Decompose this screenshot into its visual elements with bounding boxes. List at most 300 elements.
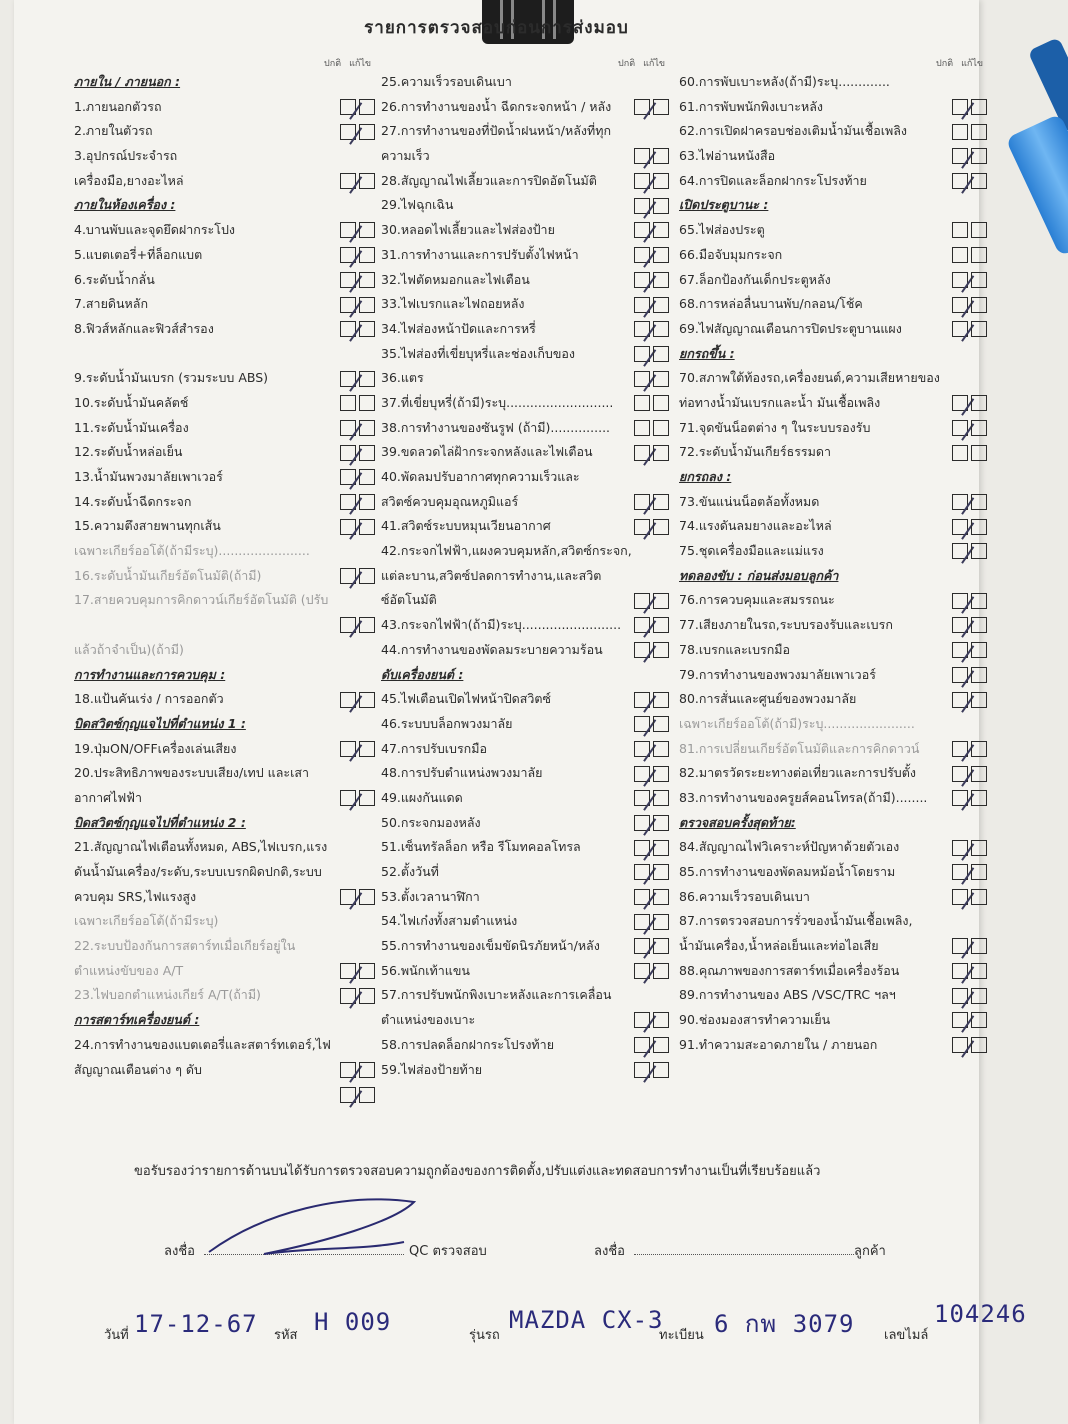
normal-checkbox[interactable] bbox=[952, 124, 968, 140]
normal-checkbox[interactable] bbox=[952, 272, 968, 288]
normal-checkbox[interactable] bbox=[340, 371, 356, 387]
fix-checkbox[interactable] bbox=[971, 543, 987, 559]
fix-checkbox[interactable] bbox=[359, 272, 375, 288]
normal-checkbox[interactable] bbox=[634, 198, 650, 214]
normal-checkbox[interactable] bbox=[634, 692, 650, 708]
fix-checkbox[interactable] bbox=[971, 963, 987, 979]
checklist-item-label: บิดสวิตซ์กุญแจไปที่ตำแหน่ง 2 : bbox=[74, 814, 246, 830]
checklist-item bbox=[679, 95, 991, 120]
checklist-item-label: 35.ไฟส่องที่เขี่ยบุหรี่และช่องเก็บของ bbox=[381, 345, 575, 361]
normal-checkbox[interactable] bbox=[340, 420, 356, 436]
fix-checkbox[interactable] bbox=[653, 716, 669, 732]
normal-checkbox[interactable] bbox=[340, 321, 356, 337]
fix-checkbox[interactable] bbox=[653, 938, 669, 954]
normal-checkbox[interactable] bbox=[634, 272, 650, 288]
fix-checkbox[interactable] bbox=[971, 395, 987, 411]
normal-checkbox[interactable] bbox=[634, 346, 650, 362]
fix-checkbox[interactable] bbox=[359, 222, 375, 238]
normal-checkbox[interactable] bbox=[952, 321, 968, 337]
fix-checkbox[interactable] bbox=[653, 692, 669, 708]
fix-checkbox[interactable] bbox=[653, 963, 669, 979]
checklist-item bbox=[74, 119, 379, 144]
sign-label-customer: ลงชื่อ bbox=[594, 1244, 625, 1259]
checklist-item bbox=[381, 860, 673, 885]
normal-checkbox[interactable] bbox=[952, 938, 968, 954]
checklist-item-label: 39.ขดลวดไล่ฝ้ากระจกหลังและไฟเตือน bbox=[381, 444, 593, 460]
normal-checkbox[interactable] bbox=[340, 494, 356, 510]
checklist-item-label: 26.การทำงานของน้ำ ฉีดกระจกหน้า / หลัง bbox=[381, 98, 612, 114]
normal-checkbox[interactable] bbox=[952, 395, 968, 411]
normal-checkbox[interactable] bbox=[634, 395, 650, 411]
fix-checkbox[interactable] bbox=[653, 1012, 669, 1028]
fix-checkbox[interactable] bbox=[653, 914, 669, 930]
checklist-item-label: 87.การตรวจสอบการรั่วของน้ำมันเชื้อเพลิง, bbox=[679, 913, 913, 929]
fix-checkbox[interactable] bbox=[971, 741, 987, 757]
fix-checkbox[interactable] bbox=[653, 445, 669, 461]
checkbox-group bbox=[340, 741, 375, 757]
checkbox-group bbox=[952, 1012, 987, 1028]
normal-checkbox[interactable] bbox=[952, 593, 968, 609]
fix-checkbox[interactable] bbox=[653, 494, 669, 510]
normal-checkbox[interactable] bbox=[634, 914, 650, 930]
fix-checkbox[interactable] bbox=[653, 420, 669, 436]
checklist-item-label: แล้วถ้าจำเป็น)(ถ้ามี) bbox=[74, 641, 184, 657]
normal-checkbox[interactable] bbox=[952, 692, 968, 708]
checklist-item-label: 25.ความเร็วรอบเดินเบา bbox=[381, 74, 512, 89]
normal-checkbox[interactable] bbox=[634, 617, 650, 633]
checklist-item-label: 80.การสั่นและศูนย์ของพวงมาลัย bbox=[679, 691, 857, 707]
checkbox-group bbox=[952, 988, 987, 1004]
normal-checkbox[interactable] bbox=[634, 889, 650, 905]
checklist-item-label: อากาศไฟฟ้า bbox=[74, 789, 143, 805]
normal-checkbox[interactable] bbox=[340, 568, 356, 584]
fix-checkbox[interactable] bbox=[359, 741, 375, 757]
normal-checkbox[interactable] bbox=[634, 815, 650, 831]
normal-checkbox[interactable] bbox=[634, 371, 650, 387]
normal-checkbox[interactable] bbox=[952, 1012, 968, 1028]
normal-checkbox[interactable] bbox=[634, 173, 650, 189]
checklist-item bbox=[74, 613, 379, 638]
checklist-item-label: 2.ภายในตัวรถ bbox=[74, 123, 153, 139]
fix-checkbox[interactable] bbox=[971, 840, 987, 856]
checklist-item bbox=[679, 317, 991, 342]
fix-checkbox[interactable] bbox=[653, 297, 669, 313]
checklist-item-label: 27.การทำงานของที่ปัดน้ำฝนหน้า/หลังที่ทุก bbox=[381, 123, 612, 139]
checkbox-group bbox=[952, 889, 987, 905]
checkbox-group bbox=[634, 494, 669, 510]
fix-checkbox[interactable] bbox=[971, 766, 987, 782]
fix-checkbox[interactable] bbox=[971, 420, 987, 436]
checklist-item bbox=[381, 885, 673, 910]
checkbox-group bbox=[340, 445, 375, 461]
normal-checkbox[interactable] bbox=[952, 864, 968, 880]
checklist-item-label: ตำแหน่งขับของ A/T bbox=[74, 962, 184, 978]
normal-checkbox[interactable] bbox=[952, 1037, 968, 1053]
checklist-item bbox=[381, 1058, 673, 1083]
fix-checkbox[interactable] bbox=[359, 1087, 375, 1103]
normal-checkbox[interactable] bbox=[340, 741, 356, 757]
fix-checkbox[interactable] bbox=[359, 889, 375, 905]
checklist-item bbox=[74, 317, 379, 342]
normal-checkbox[interactable] bbox=[634, 420, 650, 436]
fix-checkbox[interactable] bbox=[653, 198, 669, 214]
fix-checkbox[interactable] bbox=[653, 864, 669, 880]
normal-checkbox[interactable] bbox=[952, 99, 968, 115]
checkbox-group bbox=[634, 272, 669, 288]
normal-checkbox[interactable] bbox=[952, 420, 968, 436]
fix-checkbox[interactable] bbox=[971, 124, 987, 140]
plate-label: ทะเบียน bbox=[659, 1328, 704, 1343]
checklist-item-label: 84.สัญญาณไฟวิเคราะห์ปัญหาด้วยตัวเอง bbox=[679, 839, 900, 855]
normal-checkbox[interactable] bbox=[634, 321, 650, 337]
checkbox-group bbox=[634, 222, 669, 238]
fix-checkbox[interactable] bbox=[971, 864, 987, 880]
checkbox-group bbox=[340, 963, 375, 979]
section-heading bbox=[679, 564, 991, 589]
fix-checkbox[interactable] bbox=[971, 593, 987, 609]
checklist-item bbox=[74, 366, 379, 391]
checklist-column-3 bbox=[679, 59, 991, 1058]
section-heading bbox=[74, 193, 379, 218]
fix-checkbox[interactable] bbox=[359, 963, 375, 979]
fix-checkbox[interactable] bbox=[971, 519, 987, 535]
normal-checkbox[interactable] bbox=[634, 1062, 650, 1078]
fix-checkbox[interactable] bbox=[971, 272, 987, 288]
fix-checkbox[interactable] bbox=[653, 173, 669, 189]
checklist-item-label: 63.ไฟอ่านหนังสือ bbox=[679, 148, 776, 164]
normal-checkbox[interactable] bbox=[634, 148, 650, 164]
normal-checkbox[interactable] bbox=[952, 222, 968, 238]
checklist-item-label: 16.ระดับน้ำมันเกียร์อัตโนมัติ(ถ้ามี) bbox=[74, 567, 262, 583]
checklist-item-label: สวิตซ์ควบคุมอุณหภูมิแอร์ bbox=[381, 493, 519, 509]
normal-checkbox[interactable] bbox=[952, 741, 968, 757]
fix-checkbox[interactable] bbox=[971, 617, 987, 633]
checkbox-group bbox=[952, 124, 987, 140]
normal-checkbox[interactable] bbox=[340, 519, 356, 535]
normal-checkbox[interactable] bbox=[952, 889, 968, 905]
checklist-item-label: 71.จุดขันน็อตต่าง ๆ ในระบบรองรับ bbox=[679, 419, 871, 435]
checklist-item-label: 45.ไฟเตือนเปิดไฟหน้าปิดสวิตซ์ bbox=[381, 691, 552, 707]
fix-checkbox[interactable] bbox=[653, 642, 669, 658]
checkbox-group bbox=[634, 148, 669, 164]
fix-checkbox[interactable] bbox=[653, 840, 669, 856]
normal-checkbox[interactable] bbox=[340, 445, 356, 461]
checkbox-group bbox=[952, 272, 987, 288]
fix-checkbox[interactable] bbox=[653, 766, 669, 782]
normal-checkbox[interactable] bbox=[340, 99, 356, 115]
fix-checkbox[interactable] bbox=[971, 148, 987, 164]
checklist-item bbox=[74, 835, 379, 860]
checklist-item bbox=[381, 243, 673, 268]
normal-checkbox[interactable] bbox=[634, 766, 650, 782]
fix-checkbox[interactable] bbox=[359, 568, 375, 584]
normal-checkbox[interactable] bbox=[340, 692, 356, 708]
normal-checkbox[interactable] bbox=[952, 988, 968, 1004]
fix-checkbox[interactable] bbox=[653, 346, 669, 362]
confirmation-text: ขอรับรองว่ารายการด้านบนได้รับการตรวจสอบความถูกต้องของการติดตั้ง,ปรับแต่งและทดสอบการทำงานเป็นที่เรียบร้อยแล้ว bbox=[134, 1164, 821, 1179]
checkbox-group bbox=[340, 568, 375, 584]
fix-checkbox[interactable] bbox=[359, 124, 375, 140]
fix-checkbox[interactable] bbox=[653, 247, 669, 263]
qc-signature-scribble bbox=[204, 1192, 424, 1262]
fix-checkbox[interactable] bbox=[653, 371, 669, 387]
header-normal: ปกติ bbox=[324, 59, 342, 69]
checkbox-group bbox=[340, 617, 375, 633]
normal-checkbox[interactable] bbox=[340, 963, 356, 979]
fix-checkbox[interactable] bbox=[359, 99, 375, 115]
checklist-item bbox=[74, 588, 379, 613]
normal-checkbox[interactable] bbox=[952, 617, 968, 633]
checklist-item-label: เฉพาะเกียร์ออโต้(ถ้ามี)ระบุ....................... bbox=[679, 715, 915, 731]
fix-checkbox[interactable] bbox=[653, 519, 669, 535]
normal-checkbox[interactable] bbox=[634, 1012, 650, 1028]
checklist-item-label: 72.ระดับน้ำมันเกียร์ธรรมดา bbox=[679, 444, 832, 460]
checklist-item-label: 44.การทำงานของพัดลมระบายความร้อน bbox=[381, 641, 603, 657]
normal-checkbox[interactable] bbox=[952, 543, 968, 559]
fix-checkbox[interactable] bbox=[359, 371, 375, 387]
normal-checkbox[interactable] bbox=[952, 642, 968, 658]
normal-checkbox[interactable] bbox=[634, 642, 650, 658]
normal-checkbox[interactable] bbox=[340, 272, 356, 288]
normal-checkbox[interactable] bbox=[952, 247, 968, 263]
fix-checkbox[interactable] bbox=[359, 1062, 375, 1078]
normal-checkbox[interactable] bbox=[340, 988, 356, 1004]
checklist-item-label: 6.ระดับน้ำกลั่น bbox=[74, 271, 155, 287]
normal-checkbox[interactable] bbox=[634, 840, 650, 856]
fix-checkbox[interactable] bbox=[971, 247, 987, 263]
checkbox-group bbox=[952, 790, 987, 806]
checklist-item-label: 32.ไฟตัดหมอกและไฟเตือน bbox=[381, 271, 530, 287]
fix-checkbox[interactable] bbox=[971, 692, 987, 708]
checklist-column-1 bbox=[74, 59, 379, 1107]
fix-checkbox[interactable] bbox=[653, 1037, 669, 1053]
normal-checkbox[interactable] bbox=[634, 938, 650, 954]
model-value: MAZDA CX-3 bbox=[509, 1306, 664, 1334]
checklist-item-label: 3.อุปกรณ์ประจำรถ bbox=[74, 148, 178, 164]
fix-checkbox[interactable] bbox=[971, 642, 987, 658]
checklist-item-label: 37.ที่เขี่ยบุหรี่(ถ้ามี)ระบุ........................... bbox=[381, 394, 614, 410]
checkbox-group bbox=[634, 741, 669, 757]
normal-checkbox[interactable] bbox=[634, 247, 650, 263]
checkbox-group bbox=[634, 889, 669, 905]
fix-checkbox[interactable] bbox=[359, 297, 375, 313]
checklist-item bbox=[679, 909, 991, 934]
checklist-item bbox=[74, 761, 379, 786]
checklist-item bbox=[679, 588, 991, 613]
normal-checkbox[interactable] bbox=[634, 593, 650, 609]
fix-checkbox[interactable] bbox=[359, 247, 375, 263]
fix-checkbox[interactable] bbox=[971, 99, 987, 115]
checkbox-group bbox=[634, 371, 669, 387]
checklist-item bbox=[74, 218, 379, 243]
normal-checkbox[interactable] bbox=[340, 297, 356, 313]
fix-checkbox[interactable] bbox=[653, 617, 669, 633]
checkbox-group bbox=[952, 642, 987, 658]
checklist-item-label: 14.ระดับน้ำฉีดกระจก bbox=[74, 493, 192, 509]
normal-checkbox[interactable] bbox=[634, 864, 650, 880]
normal-checkbox[interactable] bbox=[952, 494, 968, 510]
normal-checkbox[interactable] bbox=[340, 124, 356, 140]
fix-checkbox[interactable] bbox=[653, 889, 669, 905]
checklist-item bbox=[679, 885, 991, 910]
normal-checkbox[interactable] bbox=[952, 148, 968, 164]
normal-checkbox[interactable] bbox=[634, 790, 650, 806]
checklist-item-label: แต่ละบาน,สวิตซ์ปลดการทำงาน,และสวิต bbox=[381, 567, 602, 583]
normal-checkbox[interactable] bbox=[340, 790, 356, 806]
checklist-item-label: 9.ระดับน้ำมันเบรก (รวมระบบ ABS) bbox=[74, 370, 269, 386]
fix-checkbox[interactable] bbox=[359, 173, 375, 189]
fix-checkbox[interactable] bbox=[971, 1037, 987, 1053]
fix-checkbox[interactable] bbox=[971, 667, 987, 683]
date-label: วันที่ bbox=[104, 1328, 129, 1343]
checkbox-group bbox=[340, 124, 375, 140]
checklist-item bbox=[679, 860, 991, 885]
normal-checkbox[interactable] bbox=[634, 1037, 650, 1053]
fix-checkbox[interactable] bbox=[971, 938, 987, 954]
checklist-item-label: ดันน้ำมันเครื่อง/ระดับ,ระบบเบรกผิดปกติ,ระบบ bbox=[74, 864, 322, 879]
normal-checkbox[interactable] bbox=[952, 963, 968, 979]
checklist-item bbox=[679, 119, 991, 144]
normal-checkbox[interactable] bbox=[952, 766, 968, 782]
fix-checkbox[interactable] bbox=[359, 790, 375, 806]
normal-checkbox[interactable] bbox=[952, 840, 968, 856]
checklist-item bbox=[74, 638, 379, 663]
section-heading bbox=[74, 70, 379, 95]
fix-checkbox[interactable] bbox=[971, 445, 987, 461]
normal-checkbox[interactable] bbox=[340, 222, 356, 238]
checkbox-group bbox=[340, 395, 375, 411]
fix-checkbox[interactable] bbox=[359, 469, 375, 485]
checklist-item bbox=[679, 218, 991, 243]
normal-checkbox[interactable] bbox=[634, 445, 650, 461]
fix-checkbox[interactable] bbox=[653, 222, 669, 238]
fix-checkbox[interactable] bbox=[971, 790, 987, 806]
normal-checkbox[interactable] bbox=[340, 469, 356, 485]
checklist-item-label: 1.ภายนอกตัวรถ bbox=[74, 98, 162, 114]
fix-checkbox[interactable] bbox=[653, 99, 669, 115]
checklist-item-label: 28.สัญญาณไฟเลี้ยวและการปิดอัตโนมัติ bbox=[381, 172, 597, 188]
checklist-item-label: 38.การทำงานของซันรูฟ (ถ้ามี)............... bbox=[381, 419, 611, 435]
normal-checkbox[interactable] bbox=[952, 297, 968, 313]
checkbox-group bbox=[634, 99, 669, 115]
checklist-item bbox=[679, 1008, 991, 1033]
normal-checkbox[interactable] bbox=[634, 963, 650, 979]
normal-checkbox[interactable] bbox=[952, 519, 968, 535]
fix-checkbox[interactable] bbox=[653, 148, 669, 164]
fix-checkbox[interactable] bbox=[653, 1062, 669, 1078]
normal-checkbox[interactable] bbox=[340, 617, 356, 633]
fix-checkbox[interactable] bbox=[359, 519, 375, 535]
checklist-item-label: 81.การเปลี่ยนเกียร์อัตโนมัติและการคิกดาวน์ bbox=[679, 740, 920, 756]
normal-checkbox[interactable] bbox=[340, 1062, 356, 1078]
normal-checkbox[interactable] bbox=[952, 667, 968, 683]
checklist-item bbox=[74, 934, 379, 959]
checklist-item-label: 75.ชุดเครื่องมือและแม่แรง bbox=[679, 543, 824, 559]
checklist-item bbox=[679, 366, 991, 391]
header-normal: ปกติ bbox=[618, 59, 636, 69]
normal-checkbox[interactable] bbox=[340, 395, 356, 411]
checkbox-group bbox=[340, 469, 375, 485]
fix-checkbox[interactable] bbox=[971, 889, 987, 905]
checklist-item bbox=[679, 243, 991, 268]
checklist-item bbox=[74, 465, 379, 490]
checklist-item-label: 40.พัดลมปรับอากาศทุกความเร็วและ bbox=[381, 469, 580, 484]
checkbox-group bbox=[340, 1062, 375, 1078]
normal-checkbox[interactable] bbox=[634, 222, 650, 238]
checkbox-group bbox=[634, 395, 669, 411]
normal-checkbox[interactable] bbox=[340, 889, 356, 905]
checklist-item-label: 20.ประสิทธิภาพของระบบเสียง/เทป และเสา bbox=[74, 765, 310, 781]
fix-checkbox[interactable] bbox=[359, 617, 375, 633]
section-heading bbox=[74, 663, 379, 688]
checklist-item bbox=[74, 268, 379, 293]
fix-checkbox[interactable] bbox=[359, 988, 375, 1004]
fix-checkbox[interactable] bbox=[971, 173, 987, 189]
checklist-item-label: 74.แรงดันลมยางและอะไหล่ bbox=[679, 518, 832, 534]
fix-checkbox[interactable] bbox=[653, 272, 669, 288]
normal-checkbox[interactable] bbox=[634, 297, 650, 313]
checklist-item-label: 51.เซ็นทรัลล็อก หรือ รีโมทคอลโทรล bbox=[381, 839, 581, 855]
checkbox-group bbox=[952, 519, 987, 535]
checklist-item bbox=[381, 613, 673, 638]
fix-checkbox[interactable] bbox=[653, 741, 669, 757]
fix-checkbox[interactable] bbox=[971, 321, 987, 337]
section-heading bbox=[679, 465, 991, 490]
checklist-item-label: เฉพาะเกียร์ออโต้(ถ้ามีระบุ) bbox=[74, 913, 219, 929]
fix-checkbox[interactable] bbox=[971, 1012, 987, 1028]
normal-checkbox[interactable] bbox=[634, 741, 650, 757]
normal-checkbox[interactable] bbox=[952, 173, 968, 189]
checklist-item bbox=[74, 983, 379, 1008]
checklist-item-label: 65.ไฟส่องประตู bbox=[679, 222, 765, 238]
header-fix: แก้ไข bbox=[961, 59, 983, 69]
fix-checkbox[interactable] bbox=[359, 395, 375, 411]
fix-checkbox[interactable] bbox=[971, 494, 987, 510]
fix-checkbox[interactable] bbox=[653, 790, 669, 806]
checklist-item-label: ยกรถขึ้น : bbox=[679, 345, 735, 361]
sign-label-qc: ลงชื่อ bbox=[164, 1244, 195, 1259]
checklist-item-label: 88.คุณภาพของการสตาร์ทเมื่อเครื่องร้อน bbox=[679, 962, 900, 978]
checkbox-group bbox=[634, 963, 669, 979]
checkbox-group bbox=[952, 297, 987, 313]
normal-checkbox[interactable] bbox=[340, 1087, 356, 1103]
normal-checkbox[interactable] bbox=[340, 247, 356, 263]
normal-checkbox[interactable] bbox=[634, 494, 650, 510]
fix-checkbox[interactable] bbox=[359, 321, 375, 337]
normal-checkbox[interactable] bbox=[634, 519, 650, 535]
fix-checkbox[interactable] bbox=[653, 321, 669, 337]
fix-checkbox[interactable] bbox=[653, 593, 669, 609]
normal-checkbox[interactable] bbox=[952, 790, 968, 806]
fix-checkbox[interactable] bbox=[359, 494, 375, 510]
fix-checkbox[interactable] bbox=[359, 420, 375, 436]
fix-checkbox[interactable] bbox=[359, 692, 375, 708]
fix-checkbox[interactable] bbox=[653, 395, 669, 411]
fix-checkbox[interactable] bbox=[971, 297, 987, 313]
checklist-item bbox=[381, 366, 673, 391]
checklist-item-label: ตรวจสอบครั้งสุดท้าย: bbox=[679, 814, 796, 830]
fix-checkbox[interactable] bbox=[653, 815, 669, 831]
normal-checkbox[interactable] bbox=[340, 173, 356, 189]
checklist-item-label: 60.การพับเบาะหลัง(ถ้ามี)ระบุ............. bbox=[679, 74, 890, 89]
normal-checkbox[interactable] bbox=[634, 99, 650, 115]
fix-checkbox[interactable] bbox=[971, 222, 987, 238]
normal-checkbox[interactable] bbox=[952, 445, 968, 461]
fix-checkbox[interactable] bbox=[971, 988, 987, 1004]
checklist-item bbox=[74, 737, 379, 762]
fix-checkbox[interactable] bbox=[359, 445, 375, 461]
normal-checkbox[interactable] bbox=[634, 716, 650, 732]
